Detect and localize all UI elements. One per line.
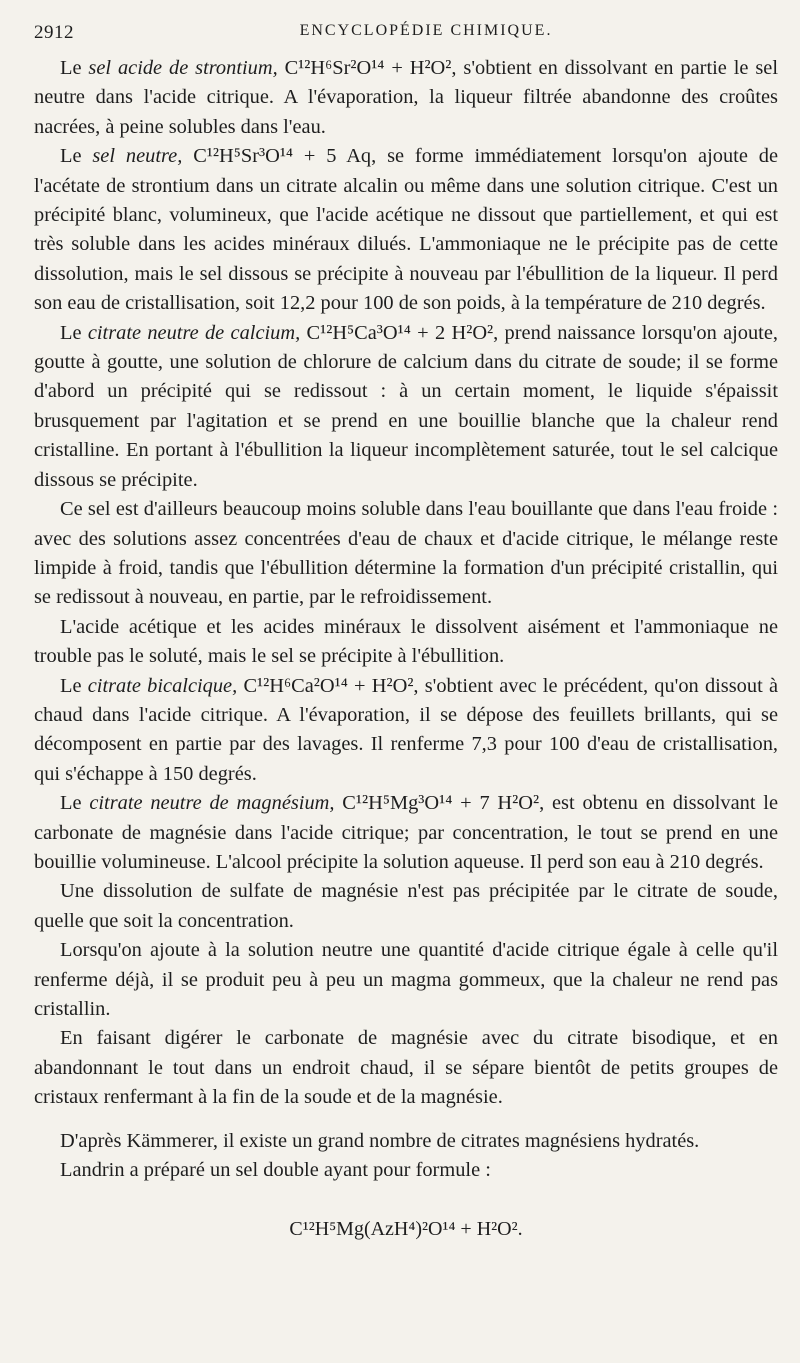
paragraph-calcium-solubility: Ce sel est d'ailleurs beaucoup moins soluble dans l'eau bouillante que dans l'eau froide : avec des solutions assez concentrées d'eau de chaux et d'acide citrique, le mélange reste limpide à froid, tandis que l'ébullition détermine la formation d'un précipité cristallin, qui se redissout à nouveau, en partie, par le refroidissement. (34, 498, 778, 609)
running-title: ENCYCLOPÉDIE CHIMIQUE. (299, 22, 553, 39)
paragraph-magnesium-neutral-citrate: Le citrate neutre de magnésium, C¹²H⁵Mg³O¹⁴ + 7 H²O², est obtenu en dissolvant le carbonate de magnésie dans l'acide citrique; par concentration, le tout se prend en une bouillie volumineuse. L'alcool précipite la solution aqueuse. Il perd son eau à 210 degrés. (34, 792, 778, 873)
term-italic: sel acide de strontium, (88, 57, 278, 79)
paragraph-bisodic-citrate: En faisant digérer le carbonate de magnésie avec du citrate bisodique, et en abandonnant le tout dans un endroit chaud, il se sépare bientôt de petits groupes de cristaux renfermant à la fin de la soude et de la magnésie. (34, 1027, 778, 1109)
paragraph-calcium-neutral-citrate: Le citrate neutre de calcium, C¹²H⁵Ca³O¹⁴ + 2 H²O², prend naissance lorsqu'on ajoute, goutte à goutte, une solution de chlorure de calcium dans du citrate de soude; il se forme d'abord un précipité qui se redissout : à un certain moment, le liquide s'épaissit brusquement par l'agitation et se prend en une bouillie blanche que la chaleur rend cristalline. En portant à l'ébullition la liqueur incomplètement saturée, tout le sel calcique dissous se précipite. (34, 321, 778, 491)
term-italic: citrate bicalcique, (87, 674, 238, 697)
body-text (34, 54, 778, 1245)
term-italic: citrate neutre de magnésium, (89, 792, 335, 815)
page-number: 2912 (34, 22, 74, 43)
paragraph-landrin: Landrin a préparé un sel double ayant pour formule : (60, 1159, 491, 1182)
term-italic: citrate neutre de calcium, (87, 321, 301, 344)
paragraph-bicalcic-citrate: Le citrate bicalcique, C¹²H⁶Ca²O¹⁴ + H²O², s'obtient avec le précédent, qu'on dissout à chaud dans l'acide citrique. A l'évaporation, il se dépose des feuillets brillants, qui se décomposent en partie par des lavages. Il renferme 7,3 pour 100 d'eau de cristallisation, qui s'échappe à 150 degrés. (34, 674, 779, 785)
paragraph-strontium-neutral-salt: Le sel neutre, C¹²H⁵Sr³O¹⁴ + 5 Aq, se forme immédiatement lorsqu'on ajoute de l'acétate de strontium dans un citrate alcalin ou même dans une solution citrique. C'est un précipité blanc, volumineux, que l'acide acétique ne dissout que partiellement, et qui est très soluble dans les acides minéraux dilués. L'ammoniaque ne le précipite pas de cette dissolution, mais le sel dissous se précipite à nouveau par l'ébullition de la liqueur. Il perd son eau de cristallisation, soit 12,2 pour 100 de son poids, à la température de 210 degrés. (34, 145, 778, 315)
paragraph-gummy-magma: Lorsqu'on ajoute à la solution neutre une quantité d'acide citrique égale à celle qu'il renferme déjà, il se produit peu à peu un magma gommeux, que la chaleur ne rend pas cristallin. (34, 939, 778, 1020)
paragraph-kammerer: D'après Kämmerer, il existe un grand nombre de citrates magnésiens hydratés. (60, 1129, 700, 1152)
running-header (34, 18, 778, 44)
paragraph-acetic-acid: L'acide acétique et les acides minéraux le dissolvent aisément et l'ammoniaque ne trouble pas le soluté, mais le sel se précipite à l'ébullition. (34, 615, 778, 668)
double-salt-formula: C¹²H⁵Mg(AzH⁴)²O¹⁴ + H²O². (289, 1218, 523, 1241)
term-italic: sel neutre, (92, 145, 183, 168)
paragraph-strontium-acid-salt: Le sel acide de strontium, C¹²H⁶Sr²O¹⁴ + H²O², s'obtient en dissolvant en partie le sel neutre dans l'acide citrique. A l'évaporation, la liqueur filtrée abandonne des croûtes nacrées, à peine solubles dans l'eau. (34, 57, 778, 138)
paragraph-magnesium-sulfate: Une dissolution de sulfate de magnésie n'est pas précipitée par le citrate de soude, quelle que soit la concentration. (34, 880, 778, 932)
